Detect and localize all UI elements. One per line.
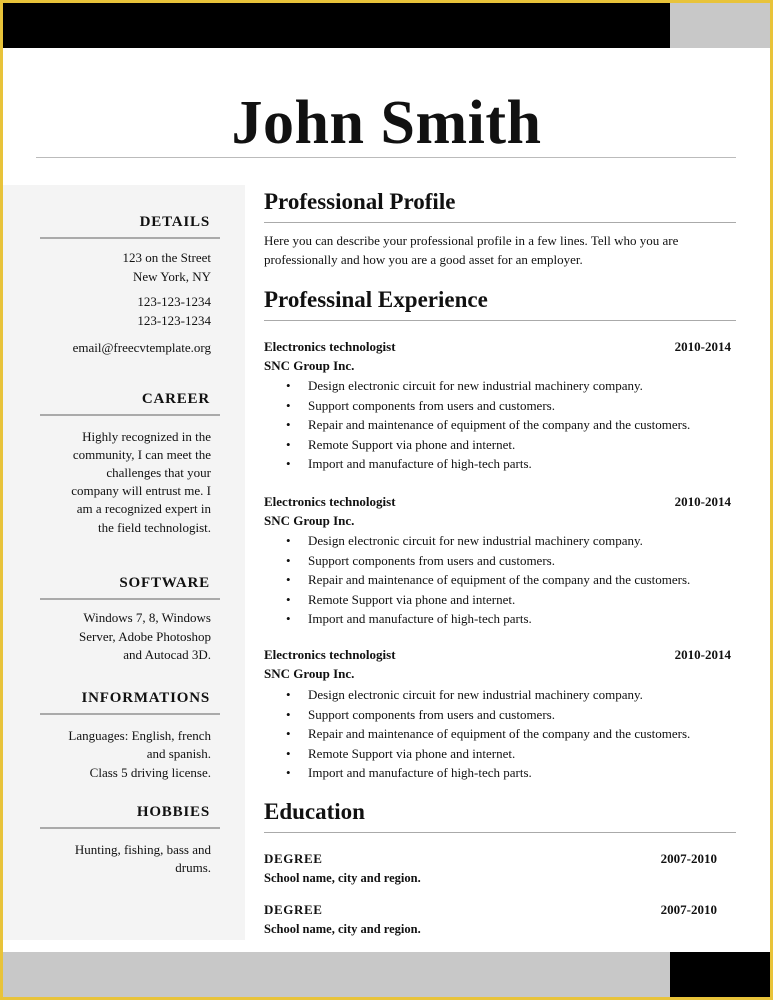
degree-dates: 2007-2010 [660,851,717,866]
profile-heading: Professional Profile [264,189,736,223]
hobbies-heading: HOBBIES [40,804,220,829]
job-bullet: • Import and manufacture of high-tech parts. [264,609,734,629]
informations-heading: INFORMATIONS [40,690,220,715]
bottom-gray-bar [3,952,670,997]
job-bullet: • Remote Support via phone and internet. [264,435,734,455]
software-line: Windows 7, 8, Windows [83,610,211,625]
job-bullet: • Remote Support via phone and internet. [264,744,734,764]
job-company: SNC Group Inc. [264,666,355,681]
job-bullet: • Design electronic circuit for new industrial machinery company. [264,685,734,705]
details-phone-1: 123-123-1234 [137,294,211,309]
informations-line: Class 5 driving license. [89,765,211,780]
details-street: 123 on the Street [122,250,211,265]
profile-line: professionally and how you are a good asset for an employer. [264,252,583,267]
career-line: Highly recognized in the [82,429,211,444]
job-title: Electronics technologist [264,339,396,354]
job-bullet-list [264,376,734,474]
informations-line: Languages: English, french [68,728,211,743]
hobbies-line: drums. [175,860,211,875]
degree-title: DEGREE [264,851,323,866]
profile-line: Here you can describe your professional profile in a few lines. Tell who you are [264,233,679,248]
career-heading: CAREER [40,391,220,416]
details-city: New York, NY [132,269,211,284]
degree-school: School name, city and region. [264,871,421,885]
details-phone-2: 123-123-1234 [137,313,211,328]
job-bullet-list [264,531,734,629]
career-line: community, I can meet the [72,447,211,462]
career-line: am a recognized expert in [76,501,211,516]
bottom-black-bar [670,952,770,997]
job-bullet: • Design electronic circuit for new industrial machinery company. [264,531,734,551]
job-bullet: • Repair and maintenance of equipment of the company and the customers. [264,724,734,744]
software-heading: SOFTWARE [40,575,220,600]
informations-line: and spanish. [146,746,211,761]
education-heading: Education [264,799,736,833]
job-company: SNC Group Inc. [264,513,355,528]
job-dates: 2010-2014 [674,647,731,662]
resume-name: John Smith [231,89,542,157]
degree-school: School name, city and region. [264,922,421,936]
job-title: Electronics technologist [264,494,396,509]
top-gray-bar [670,3,770,48]
job-bullet: • Design electronic circuit for new industrial machinery company. [264,376,734,396]
details-heading: DETAILS [40,214,220,239]
job-dates: 2010-2014 [674,339,731,354]
degree-title: DEGREE [264,902,323,917]
degree-dates: 2007-2010 [660,902,717,917]
career-line: the field technologist. [97,520,211,535]
job-bullet: • Repair and maintenance of equipment of the company and the customers. [264,570,734,590]
career-line: company will entrust me. I [71,483,211,498]
job-bullet: • Support components from users and customers. [264,396,734,416]
job-bullet: • Support components from users and customers. [264,705,734,725]
job-bullet: • Remote Support via phone and internet. [264,590,734,610]
career-line: challenges that your [106,465,211,480]
job-title: Electronics technologist [264,647,396,662]
top-black-bar [3,3,670,48]
job-bullet: • Import and manufacture of high-tech parts. [264,763,734,783]
hobbies-line: Hunting, fishing, bass and [74,842,211,857]
job-bullet: • Support components from users and customers. [264,551,734,571]
job-bullet: • Import and manufacture of high-tech parts. [264,454,734,474]
job-company: SNC Group Inc. [264,358,355,373]
software-line: and Autocad 3D. [123,647,211,662]
details-email: email@freecvtemplate.org [72,340,211,355]
job-dates: 2010-2014 [674,494,731,509]
experience-heading: Professinal Experience [264,287,736,321]
job-bullet: • Repair and maintenance of equipment of the company and the customers. [264,415,734,435]
software-line: Server, Adobe Photoshop [79,629,211,644]
job-bullet-list [264,685,734,783]
name-divider [36,157,736,158]
